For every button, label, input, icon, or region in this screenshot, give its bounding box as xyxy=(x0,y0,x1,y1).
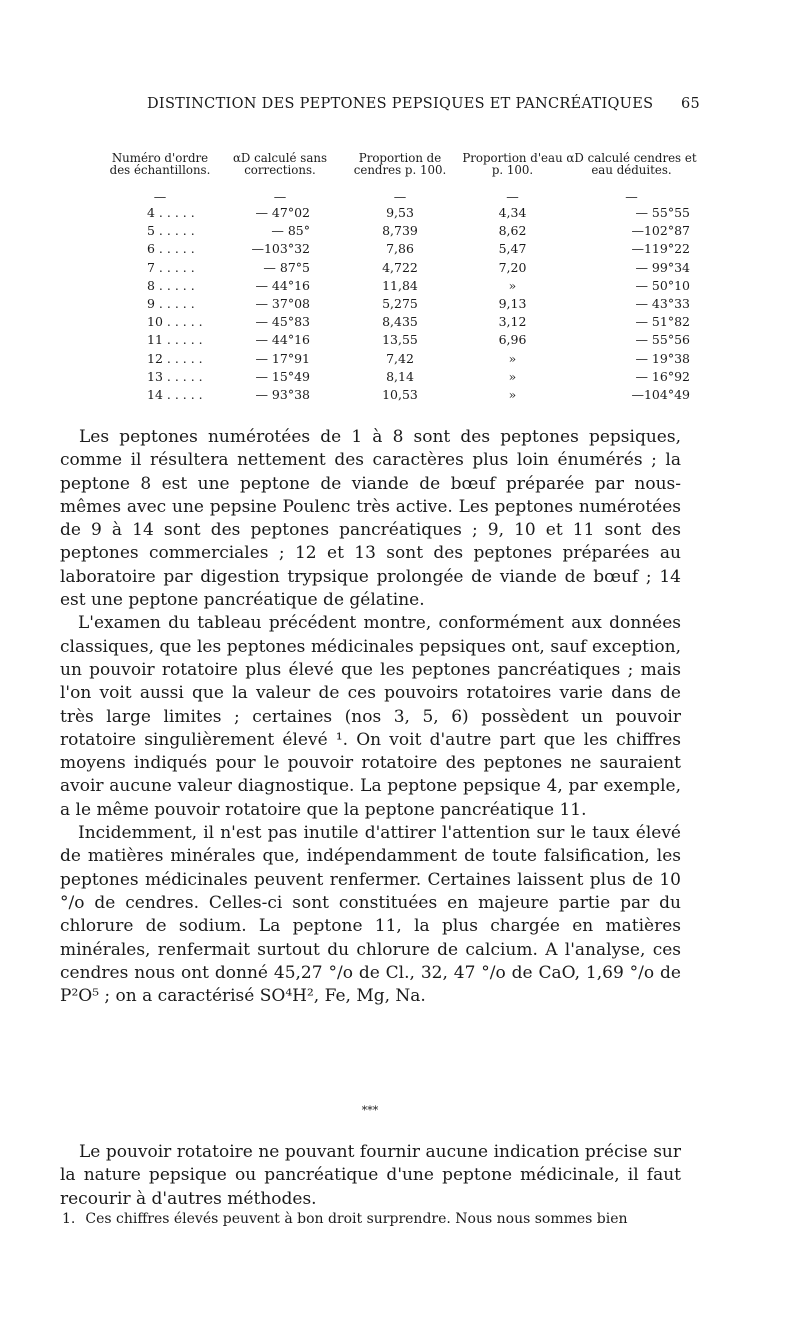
cell-alpha-corrected: — 19°38 xyxy=(635,350,690,366)
cell-alpha-raw: — 44°16 xyxy=(255,332,310,348)
cell-sample-number: 7 . . . . . xyxy=(147,259,195,275)
running-header xyxy=(100,96,700,118)
paragraph: Incidemment, il n'est pas inutile d'attirer l'attention sur le taux élevé de matières minérales que, indépendamment de toute falsification, les peptones médicinales peuvent renfermer. Certaines laissent plus de 10 °/o de cendres. Celles-ci sont constituées en majeure partie par du chlorure de sodium. La peptone 11, la plus chargée en matières minérales, renfermait surtout du chlorure de calcium. A l'analyse, ces cendres nous ont donné 45,27 °/o de Cl., 32, 47 °/o de CaO, 1,69 °/o de P²O⁵ ; on a caractérisé SO⁴H², Fe, Mg, Na. xyxy=(60,823,681,1007)
cell-alpha-corrected: — 43°33 xyxy=(635,296,690,312)
page-number: 65 xyxy=(680,96,700,112)
cell-sample-number: 5 . . . . . xyxy=(147,223,195,239)
cell-alpha-raw: — 44°16 xyxy=(255,277,310,293)
cell-alpha-corrected: — 55°56 xyxy=(635,332,690,348)
cell-alpha-raw: — 85° xyxy=(271,223,310,239)
cell-alpha-raw: — 45°83 xyxy=(255,314,310,330)
dash: — xyxy=(153,189,167,204)
cell-ash: 7,86 xyxy=(386,241,414,257)
cell-sample-number: 8 . . . . . xyxy=(147,277,195,293)
cell-ash: 7,42 xyxy=(386,350,414,366)
cell-sample-number: 4 . . . . . xyxy=(147,205,195,221)
table-header-row xyxy=(100,138,698,190)
cell-sample-number: 6 . . . . . xyxy=(147,241,195,257)
table-row xyxy=(100,277,698,295)
cell-ash: 13,55 xyxy=(382,332,418,348)
header-water-proportion: Proportion d'eau p. 100. xyxy=(462,151,563,177)
table-row xyxy=(100,259,698,277)
cell-water: » xyxy=(508,386,517,402)
header-sample-number: Numéro d'ordre des échantillons. xyxy=(109,151,211,177)
cell-water: » xyxy=(508,277,517,293)
cell-alpha-corrected: — 51°82 xyxy=(635,314,690,330)
page-header-title: DISTINCTION DES PEPTONES PEPSIQUES ET PANCRÉATIQUES xyxy=(147,96,654,112)
table-row xyxy=(100,386,698,404)
cell-ash: 5,275 xyxy=(382,296,418,312)
dash: — xyxy=(625,189,638,204)
final-text xyxy=(60,1141,681,1211)
dash: — xyxy=(393,189,407,204)
cell-water: 9,13 xyxy=(498,296,527,312)
cell-sample-number: 12 . . . . . xyxy=(147,350,203,366)
table-row xyxy=(100,222,698,240)
cell-ash: 4,722 xyxy=(382,259,418,275)
cell-water: 3,12 xyxy=(498,314,527,330)
paragraph: L'examen du tableau précédent montre, conformément aux données classiques, que les peptones médicinales pepsiques ont, sauf exception, un pouvoir rotatoire plus élevé que les peptones pancréatiques ; mais l'on voit aussi que la valeur de ces pouvoirs rotatoires varie dans de très large limites ; certaines (nos 3, 5, 6) possèdent un pouvoir rotatoire singulièrement élevé ¹. On voit d'autre part que les chiffres moyens indiqués pour le pouvoir rotatoire des peptones ne sauraient avoir aucune valeur diagnostique. La peptone pepsique 4, par exemple, a le même pouvoir rotatoire que la peptone pancréatique 11. xyxy=(60,613,681,820)
table-row xyxy=(100,240,698,258)
cell-alpha-corrected: — 50°10 xyxy=(635,277,690,293)
cell-ash: 10,53 xyxy=(382,386,418,402)
cell-alpha-raw: —103°32 xyxy=(251,241,310,257)
body-text xyxy=(60,426,681,1008)
cell-water: 5,47 xyxy=(498,241,527,257)
cell-sample-number: 11 . . . . . xyxy=(147,332,203,348)
footnote-text: Ces chiffres élevés peuvent à bon droit surprendre. Nous nous sommes bien xyxy=(85,1211,628,1227)
section-separator: ⁎⁎⁎ xyxy=(361,1100,379,1113)
cell-water: 4,34 xyxy=(498,205,527,221)
paragraph: Les peptones numérotées de 1 à 8 sont des peptones pepsiques, comme il résultera nettement des caractères plus loin énumérés ; la peptone 8 est une peptone de viande de bœuf préparée par nous-mêmes avec une pepsine Poulenc très active. Les peptones numérotées de 9 à 14 sont des peptones pancréatiques ; 9, 10 et 11 sont des peptones commerciales ; 12 et 13 sont des peptones préparées au laboratoire par digestion trypsique prolongée de viande de bœuf ; 14 est une peptone pancréatique de gélatine. xyxy=(60,427,681,611)
footnote-number: 1. xyxy=(62,1211,76,1227)
cell-alpha-raw: — 37°08 xyxy=(255,296,310,312)
cell-ash: 8,435 xyxy=(382,314,418,330)
header-alpha-corrected: αD calculé cendres et eau déduites. xyxy=(566,151,697,177)
cell-alpha-raw: — 47°02 xyxy=(255,205,310,221)
cell-alpha-raw: — 15°49 xyxy=(255,368,310,384)
table-row xyxy=(100,313,698,331)
dash: — xyxy=(273,189,287,204)
cell-sample-number: 9 . . . . . xyxy=(147,296,195,312)
dash: — xyxy=(506,189,519,204)
cell-ash: 9,53 xyxy=(386,205,414,221)
cell-water: 6,96 xyxy=(498,332,527,348)
table-row xyxy=(100,204,698,222)
table-row xyxy=(100,368,698,386)
cell-alpha-raw: — 93°38 xyxy=(255,386,310,402)
table-dash-row xyxy=(100,190,698,204)
header-ash-proportion: Proportion de cendres p. 100. xyxy=(353,151,447,177)
cell-water: » xyxy=(508,350,517,366)
paragraph: Le pouvoir rotatoire ne pouvant fournir aucune indication précise sur la nature pepsique ou pancréatique d'une peptone médicinale, il faut recourir à d'autres méthodes. xyxy=(60,1142,681,1209)
cell-alpha-raw: — 17°91 xyxy=(255,350,310,366)
cell-alpha-corrected: — 16°92 xyxy=(635,368,690,384)
footnote xyxy=(60,1210,681,1228)
table-row xyxy=(100,350,698,368)
cell-ash: 8,739 xyxy=(382,223,418,239)
cell-sample-number: 14 . . . . . xyxy=(147,386,203,402)
cell-alpha-raw: — 87°5 xyxy=(263,259,310,275)
table-row xyxy=(100,295,698,313)
cell-sample-number: 10 . . . . . xyxy=(147,314,203,330)
cell-sample-number: 13 . . . . . xyxy=(147,368,203,384)
cell-ash: 11,84 xyxy=(382,277,418,293)
cell-ash: 8,14 xyxy=(386,368,414,384)
cell-alpha-corrected: —104°49 xyxy=(631,386,690,402)
header-alpha-raw: αD calculé sans corrections. xyxy=(232,151,328,177)
cell-alpha-corrected: — 55°55 xyxy=(635,205,690,221)
cell-water: » xyxy=(508,368,517,384)
cell-water: 7,20 xyxy=(498,259,527,275)
cell-alpha-corrected: — 99°34 xyxy=(635,259,690,275)
cell-water: 8,62 xyxy=(498,223,527,239)
rotatory-power-table xyxy=(100,138,698,404)
cell-alpha-corrected: —119°22 xyxy=(631,241,690,257)
cell-alpha-corrected: —102°87 xyxy=(631,223,690,239)
table-row xyxy=(100,331,698,349)
